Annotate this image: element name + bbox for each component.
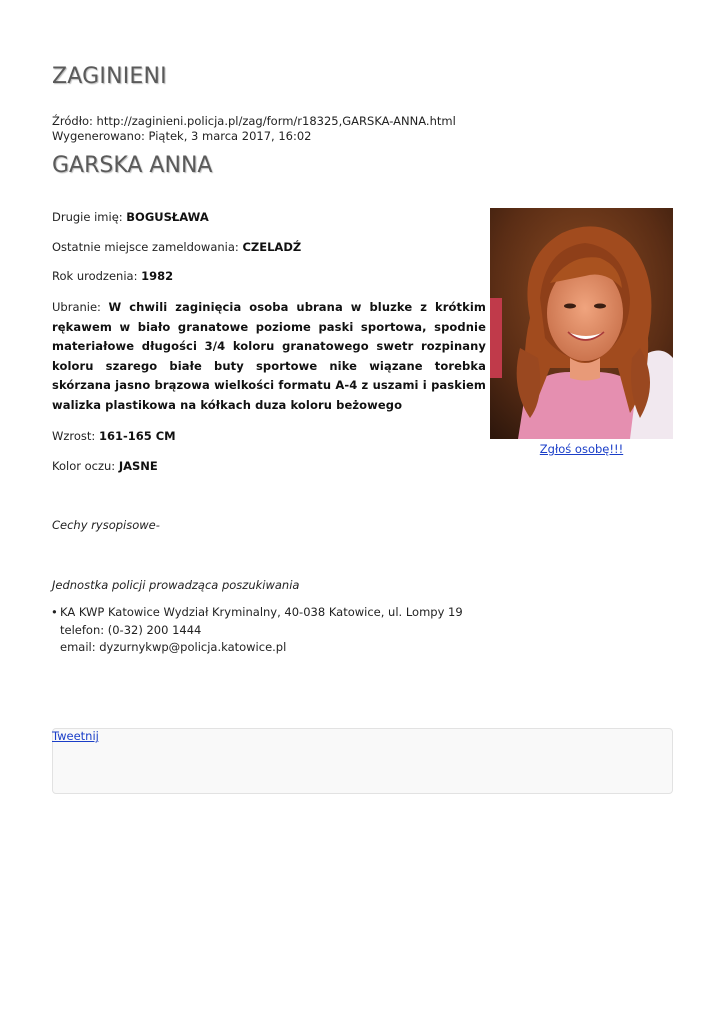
residence-value: CZELADŹ	[242, 240, 302, 254]
clothing-label: Ubranie:	[52, 300, 101, 314]
middle-name-field	[52, 210, 209, 224]
middle-name-label: Drugie imię:	[52, 210, 123, 224]
source-url: http://zaginieni.policja.pl/zag/form/r18325,GARSKA-ANNA.html	[96, 114, 456, 128]
police-unit-name: KA KWP Katowice Wydział Kryminalny, 40-038 Katowice, ul. Lompy 19	[60, 605, 463, 619]
generated-value: Piątek, 3 marca 2017, 16:02	[148, 129, 312, 143]
birth-year-field	[52, 269, 173, 283]
clothing-value: W chwili zaginięcia osoba ubrana w bluzke z krótkim rękawem w biało granatowe poziome paski sportowa, spodnie materiałowe długości 3/4 koloru granatowego swetr rozpinany koloru szarego białe buty sportowe nike wiązane torebka skórzana jasno brązowa wielkości formatu A-4 z uszami i paskiem walizka plastikowa na kółkach duza koloru beżowego	[52, 300, 486, 412]
report-person-link[interactable]: Zgłoś osobę!!!	[539, 442, 624, 456]
birth-year-value: 1982	[141, 269, 174, 283]
person-photo	[490, 208, 673, 439]
eye-color-label: Kolor oczu:	[52, 459, 116, 473]
residence-field	[52, 240, 301, 254]
police-unit-phone: telefon: (0-32) 200 1444	[60, 622, 202, 637]
birth-year-label: Rok urodzenia:	[52, 269, 138, 283]
tweet-widget-box	[52, 728, 673, 794]
height-field	[52, 429, 176, 443]
tweet-link[interactable]: Tweetnij	[52, 729, 99, 743]
generated-line	[52, 129, 311, 143]
police-unit-list-item	[52, 604, 463, 657]
residence-label: Ostatnie miejsce zameldowania:	[52, 240, 239, 254]
height-label: Wzrost:	[52, 429, 96, 443]
police-unit-title: Jednostka policji prowadząca poszukiwania	[52, 578, 300, 592]
person-name: GARSKA ANNA	[52, 153, 213, 178]
eye-color-field	[52, 459, 158, 473]
eye-color-value: JASNE	[118, 459, 158, 473]
page-title: ZAGINIENI	[52, 64, 167, 89]
source-label: Źródło:	[52, 114, 93, 128]
source-line	[52, 114, 456, 128]
features-label: Cechy rysopisowe-	[52, 518, 160, 532]
generated-label: Wygenerowano:	[52, 129, 145, 143]
clothing-field	[52, 298, 486, 415]
bullet-icon: •	[51, 605, 58, 619]
middle-name-value: BOGUSŁAWA	[126, 210, 209, 224]
police-unit-email: email: dyzurnykwp@policja.katowice.pl	[60, 640, 287, 654]
height-value: 161-165 CM	[98, 429, 176, 443]
